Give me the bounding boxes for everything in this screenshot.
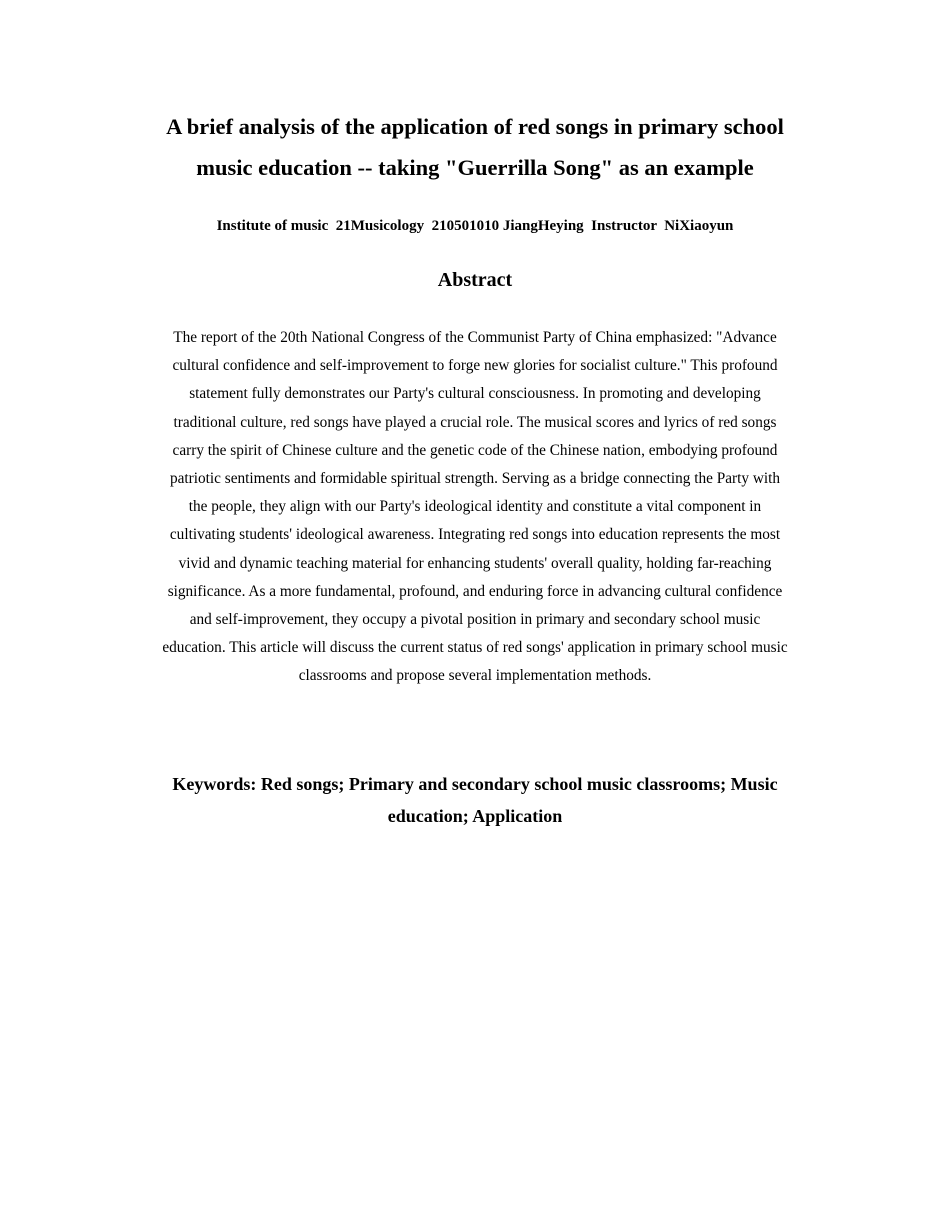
abstract-line: patriotic sentiments and formidable spiritual strength. Serving as a bridge connecting the Party with bbox=[169, 470, 781, 488]
abstract-line: cultural confidence and self-improvement to forge new glories for socialist culture." This profound bbox=[172, 357, 778, 375]
abstract-line: education. This article will discuss the current status of red songs' application in primary school music bbox=[162, 639, 788, 657]
abstract-line: vivid and dynamic teaching material for enhancing students' overall quality, holding far-reaching bbox=[178, 554, 772, 572]
keywords bbox=[140, 768, 810, 832]
abstract-body bbox=[140, 324, 810, 691]
abstract-line: the people, they align with our Party's ideological identity and constitute a vital component in bbox=[188, 498, 762, 516]
abstract-line: The report of the 20th National Congress of the Communist Party of China emphasized: "Advance bbox=[173, 329, 777, 346]
abstract-line: traditional culture, red songs have played a crucial role. The musical scores and lyrics of red songs bbox=[173, 413, 777, 431]
keywords-line: Keywords: Red songs; Primary and secondary school music classrooms; Music bbox=[172, 774, 778, 794]
paper-title bbox=[130, 106, 820, 188]
abstract-line: statement fully demonstrates our Party's cultural consciousness. In promoting and developing bbox=[189, 385, 761, 403]
paper-title-line: A brief analysis of the application of red songs in primary school bbox=[166, 114, 784, 139]
abstract-line: classrooms and propose several implementation methods. bbox=[298, 667, 652, 685]
keywords-line: education; Application bbox=[387, 806, 563, 826]
abstract-line: significance. As a more fundamental, profound, and enduring force in advancing cultural confidence bbox=[167, 582, 783, 600]
abstract-line: carry the spirit of Chinese culture and the genetic code of the Chinese nation, embodying profound bbox=[172, 441, 778, 459]
paper-title-line: music education -- taking "Guerrilla Song" as an example bbox=[196, 155, 754, 180]
abstract-heading: Abstract bbox=[437, 269, 513, 291]
abstract-line: and self-improvement, they occupy a pivotal position in primary and secondary school music bbox=[189, 611, 761, 629]
abstract-line: cultivating students' ideological awareness. Integrating red songs into education represents the most bbox=[169, 526, 781, 544]
author-affiliation: Institute of music 21Musicology 210501010 JiangHeying Instructor NiXiaoyun bbox=[216, 218, 734, 234]
